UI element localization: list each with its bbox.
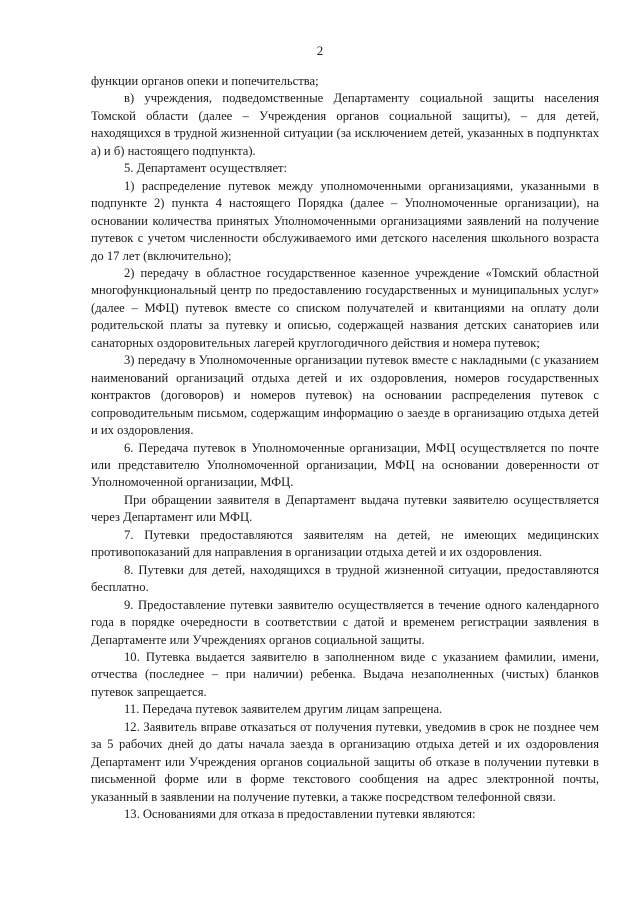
paragraph-subitem-v: в) учреждения, подведомственные Департаменту социальной защиты населения Томской области (далее – Учреждения органов социальной защиты), – для детей, находящихся в трудной жизненной ситуации (за исключением детей, указанных в подпунктах а) и б) настоящего подпункта).	[91, 91, 599, 158]
paragraph-item-6-note: При обращении заявителя в Департамент выдача путевки заявителю осуществляется через Департамент или МФЦ.	[91, 492, 599, 525]
paragraph-item-13: 13. Основаниями для отказа в предоставлении путевки являются:	[124, 807, 476, 822]
paragraph-item-5-1: 1) распределение путевок между уполномоченными организациями, указанными в подпункте 2) пункта 4 настоящего Порядка (далее – Уполномоченные организации), на основании количества принятых Уполномоченными организациями заявлений на получение путевок с учетом численности обслуживаемого ими детского населения школьного возраста до 17 лет (включительно);	[91, 178, 599, 263]
paragraph-item-5: 5. Департамент осуществляет:	[124, 161, 288, 176]
paragraph-item-12: 12. Заявитель вправе отказаться от получения путевки, уведомив в срок не позднее чем за 5 рабочих дней до даты начала заезда в организацию отдыха детей и их оздоровления Департамент или Учреждения органов социальной защиты об отказе в получении путевки в письменной форме или в форме текстового сообщения на адрес электронной почты, указанный в заявлении на получение путевки, а также посредством телефонной связи.	[91, 719, 599, 804]
paragraph-item-9: 9. Предоставление путевки заявителю осуществляется в течение одного календарного года в порядке очередности в соответствии с датой и временем регистрации заявления в Департаменте или Учреждениях органов социальной защиты.	[91, 597, 599, 647]
paragraph-item-8: 8. Путевки для детей, находящихся в трудной жизненной ситуации, предоставляются бесплатно.	[91, 562, 599, 595]
paragraph-guardianship: функции органов опеки и попечительства;	[91, 74, 319, 88]
paragraph-item-10: 10. Путевка выдается заявителю в заполненном виде с указанием фамилии, имени, отчества (последнее – при наличии) ребенка. Выдача незаполненных (чистых) бланков путевок запрещается.	[91, 649, 599, 699]
document-body	[91, 73, 599, 823]
paragraph-item-5-3: 3) передачу в Уполномоченные организации путевок вместе с накладными (с указанием наименований организаций отдыха детей и их оздоровления, номеров государственных контрактов (договоров) и номеров путевок) на основании распределения путевок с сопроводительным письмом, содержащим информацию о заезде в организацию отдыха детей и их оздоровления.	[91, 353, 599, 438]
paragraph-item-6: 6. Передача путевок в Уполномоченные организации, МФЦ осуществляется по почте или представителю Уполномоченной организации, МФЦ на основании доверенности от Уполномоченной организации, МФЦ.	[91, 440, 599, 490]
page-number: 2	[316, 43, 324, 58]
paragraph-item-7: 7. Путевки предоставляются заявителям на детей, не имеющих медицинских противопоказаний для направления в организации отдыха детей и их оздоровления.	[91, 527, 599, 560]
paragraph-item-5-2: 2) передачу в областное государственное казенное учреждение «Томский областной многофункциональный центр по предоставлению государственных и муниципальных услуг» (далее – МФЦ) путевок вместе со списком получателей и квитанциями на оплату доли родительской платы за путевку и описью, содержащей названия детских санаториев или санаторных оздоровительных лагерей круглогодичного действия и номера путевок;	[91, 265, 599, 350]
paragraph-item-11: 11. Передача путевок заявителем другим лицам запрещена.	[124, 702, 443, 717]
